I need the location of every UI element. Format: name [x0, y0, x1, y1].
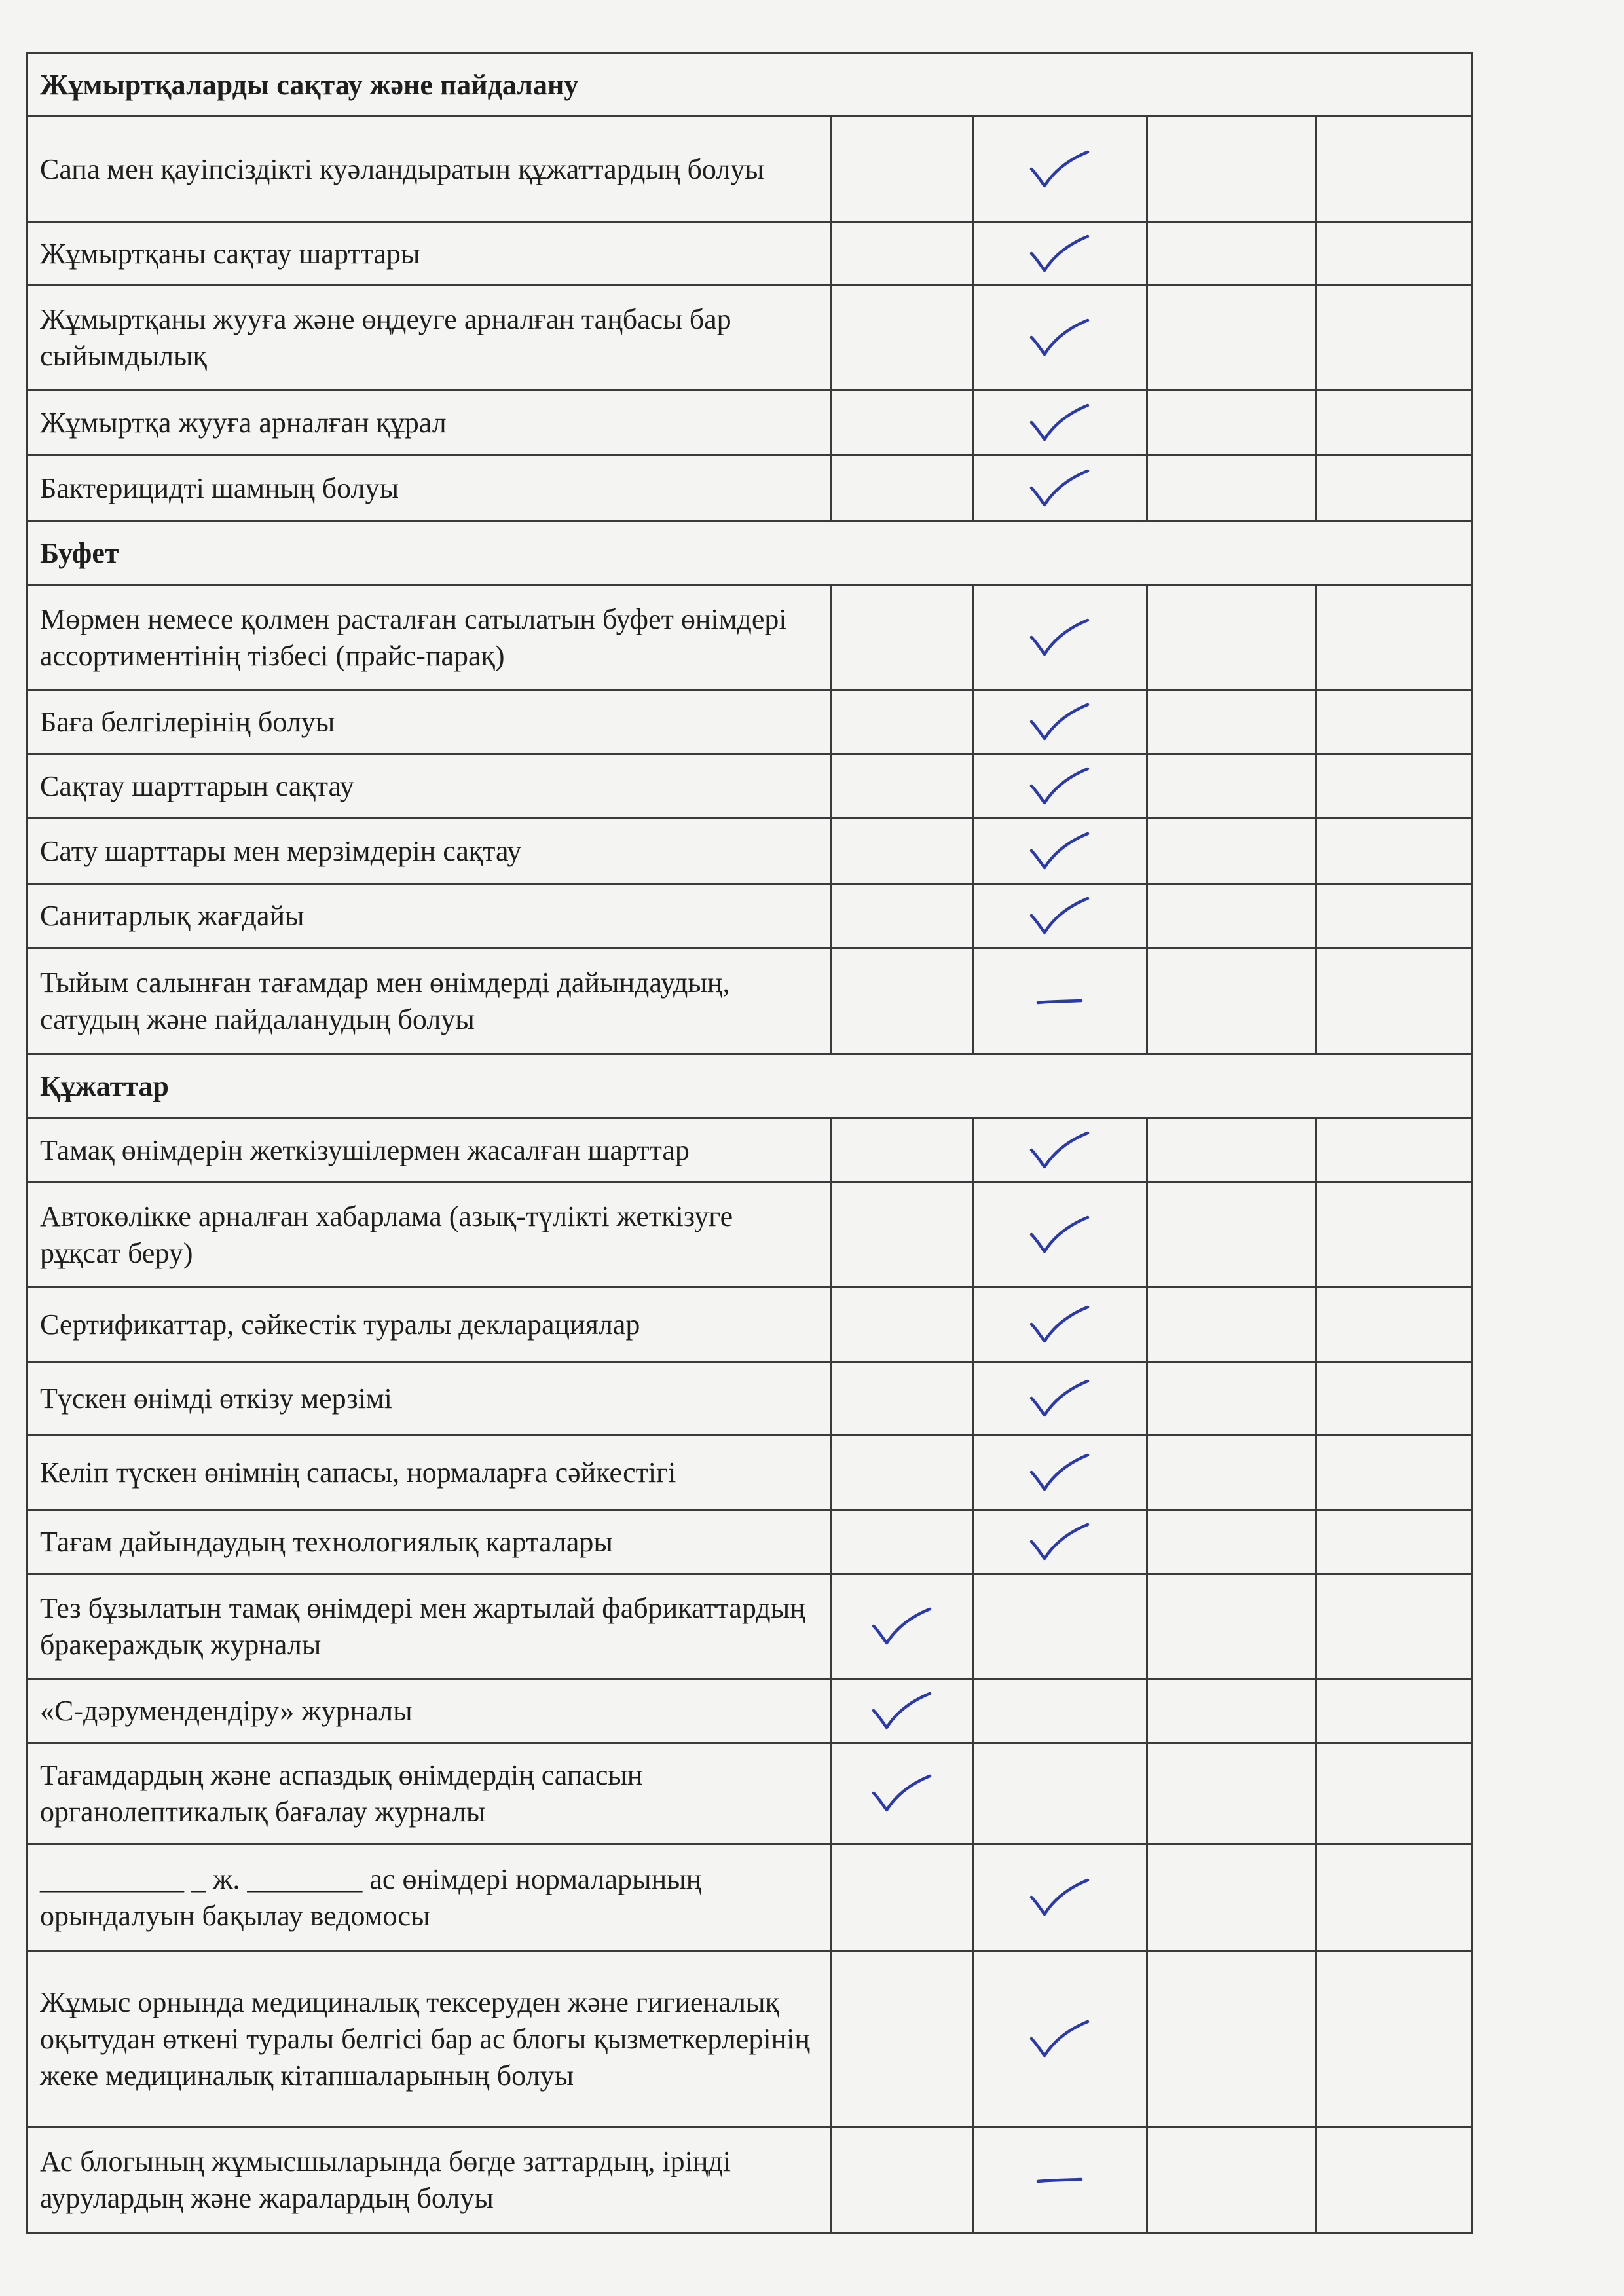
check-mark-icon	[1027, 2018, 1093, 2061]
mark-cell-2	[973, 456, 1147, 521]
mark-cell-2	[973, 819, 1147, 884]
mark-cell-3	[1147, 456, 1316, 521]
mark-cell-3	[1147, 390, 1316, 456]
checklist-item-text: Тыйым салынған тағамдар мен өнімдерді дайындаудың, сатудың және пайдаланудың болуы	[28, 948, 832, 1054]
checklist-item-text: Тағам дайындаудың технологиялық карталары	[28, 1510, 832, 1574]
checklist-row	[28, 2127, 1472, 2233]
mark-cell-4	[1316, 1119, 1472, 1183]
mark-cell-1	[832, 1574, 973, 1679]
check-mark-icon	[1027, 316, 1093, 360]
mark-cell-1	[832, 948, 973, 1054]
mark-cell-4	[1316, 286, 1472, 390]
check-stroke	[1031, 898, 1088, 933]
mark-cell-4	[1316, 1743, 1472, 1844]
mark-cell-4	[1316, 1183, 1472, 1287]
checklist-row	[28, 1119, 1472, 1183]
checklist-row	[28, 1743, 1472, 1844]
mark-cell-1	[832, 1287, 973, 1362]
checklist-row	[28, 585, 1472, 690]
mark-cell-2	[973, 690, 1147, 754]
check-stroke	[1031, 236, 1088, 270]
mark-cell-1	[832, 1435, 973, 1510]
mark-cell-2	[973, 223, 1147, 286]
checklist-item-text: Келіп түскен өнімнің сапасы, нормаларға сәйкестігі	[28, 1435, 832, 1510]
check-mark-icon	[1027, 1303, 1093, 1346]
checklist-item-text: Жұмыртқаны жууға және өңдеуге арналған таңбасы бар сыйымдылық	[28, 286, 832, 390]
check-stroke	[1031, 1307, 1088, 1341]
check-stroke	[1031, 620, 1088, 654]
checklist-row	[28, 1510, 1472, 1574]
checklist-row	[28, 223, 1472, 286]
mark-cell-2	[973, 754, 1147, 819]
check-stroke	[1031, 834, 1088, 868]
checklist-row	[28, 456, 1472, 521]
check-stroke	[1031, 405, 1088, 439]
mark-cell-3	[1147, 1952, 1316, 2127]
check-mark-icon	[1027, 1876, 1093, 1919]
checklist-row	[28, 948, 1472, 1054]
check-mark-icon	[1027, 830, 1093, 873]
check-stroke	[1031, 320, 1088, 354]
mark-cell-2	[973, 1287, 1147, 1362]
mark-cell-1	[832, 390, 973, 456]
mark-cell-1	[832, 456, 973, 521]
mark-cell-1	[832, 1362, 973, 1435]
mark-cell-1	[832, 1510, 973, 1574]
dash-mark-icon	[1033, 2167, 1088, 2193]
mark-cell-2	[973, 1119, 1147, 1183]
mark-cell-3	[1147, 2127, 1316, 2233]
mark-cell-1	[832, 1679, 973, 1743]
checklist-body	[28, 54, 1472, 2233]
section-title: Құжаттар	[28, 1054, 1472, 1119]
mark-cell-3	[1147, 223, 1316, 286]
check-stroke	[874, 1694, 930, 1728]
check-mark-icon	[1027, 1521, 1093, 1564]
mark-cell-1	[832, 585, 973, 690]
mark-cell-1	[832, 819, 973, 884]
checklist-item-text: Жұмыртқаны сақтау шарттары	[28, 223, 832, 286]
check-stroke	[1031, 152, 1088, 186]
mark-cell-2	[973, 1574, 1147, 1679]
section-header-row	[28, 54, 1472, 117]
dash-stroke	[1038, 2179, 1081, 2181]
checklist-row	[28, 754, 1472, 819]
checklist-row	[28, 1183, 1472, 1287]
mark-cell-2	[973, 1952, 1147, 2127]
mark-cell-3	[1147, 585, 1316, 690]
check-stroke	[1031, 1880, 1088, 1914]
mark-cell-2	[973, 286, 1147, 390]
check-stroke	[1031, 1217, 1088, 1251]
mark-cell-1	[832, 1952, 973, 2127]
checklist-row	[28, 819, 1472, 884]
mark-cell-1	[832, 884, 973, 948]
check-stroke	[874, 1776, 930, 1810]
mark-cell-4	[1316, 585, 1472, 690]
checklist-item-text: Жұмыртқа жууға арналған құрал	[28, 390, 832, 456]
mark-cell-2	[973, 1844, 1147, 1952]
checklist-item-text: Баға белгілерінің болуы	[28, 690, 832, 754]
checklist-row	[28, 1287, 1472, 1362]
check-stroke	[1031, 2022, 1088, 2056]
mark-cell-4	[1316, 2127, 1472, 2233]
mark-cell-3	[1147, 1183, 1316, 1287]
mark-cell-2	[973, 390, 1147, 456]
checklist-item-text: Автокөлікке арналған хабарлама (азық-түлікті жеткізуге рұқсат беру)	[28, 1183, 832, 1287]
section-title: Буфет	[28, 521, 1472, 585]
checklist-item-text: Санитарлық жағдайы	[28, 884, 832, 948]
mark-cell-4	[1316, 754, 1472, 819]
mark-cell-3	[1147, 1844, 1316, 1952]
mark-cell-4	[1316, 1362, 1472, 1435]
check-mark-icon	[1027, 1451, 1093, 1494]
mark-cell-3	[1147, 1574, 1316, 1679]
mark-cell-4	[1316, 1435, 1472, 1510]
mark-cell-4	[1316, 884, 1472, 948]
dash-stroke	[1038, 1001, 1081, 1003]
mark-cell-3	[1147, 754, 1316, 819]
mark-cell-2	[973, 585, 1147, 690]
section-title: Жұмыртқаларды сақтау және пайдалану	[28, 54, 1472, 117]
mark-cell-4	[1316, 1510, 1472, 1574]
mark-cell-1	[832, 1743, 973, 1844]
checklist-item-text: Бактерицидті шамның болуы	[28, 456, 832, 521]
check-mark-icon	[1027, 401, 1093, 445]
mark-cell-2	[973, 1679, 1147, 1743]
mark-cell-3	[1147, 286, 1316, 390]
checklist-item-text: Сақтау шарттарын сақтау	[28, 754, 832, 819]
checklist-row	[28, 286, 1472, 390]
mark-cell-1	[832, 2127, 973, 2233]
checklist-row	[28, 1435, 1472, 1510]
checklist-row	[28, 1574, 1472, 1679]
mark-cell-4	[1316, 1844, 1472, 1952]
check-mark-icon	[870, 1605, 935, 1648]
mark-cell-4	[1316, 1574, 1472, 1679]
check-mark-icon	[870, 1690, 935, 1733]
check-mark-icon	[1027, 232, 1093, 276]
checklist-row	[28, 884, 1472, 948]
check-stroke	[1031, 1381, 1088, 1415]
mark-cell-3	[1147, 690, 1316, 754]
checklist-item-text: Тез бұзылатын тамақ өнімдері мен жартылай фабрикаттардың бракераждық журналы	[28, 1574, 832, 1679]
mark-cell-1	[832, 1183, 973, 1287]
mark-cell-1	[832, 223, 973, 286]
mark-cell-2	[973, 1510, 1147, 1574]
mark-cell-3	[1147, 1119, 1316, 1183]
checklist-item-text: Сапа мен қауіпсіздікті куәландыратын құжаттардың болуы	[28, 117, 832, 223]
checklist-row	[28, 690, 1472, 754]
mark-cell-1	[832, 286, 973, 390]
mark-cell-2	[973, 948, 1147, 1054]
check-mark-icon	[1027, 148, 1093, 191]
checklist-item-text: Мөрмен немесе қолмен расталған сатылатын буфет өнімдері ассортиментінің тізбесі (прайс-парақ)	[28, 585, 832, 690]
mark-cell-1	[832, 1844, 973, 1952]
checklist-item-text: Түскен өнімді өткізу мерзімі	[28, 1362, 832, 1435]
mark-cell-1	[832, 690, 973, 754]
mark-cell-3	[1147, 1510, 1316, 1574]
checklist-row	[28, 1362, 1472, 1435]
checklist-item-text: Тағамдардың және аспаздық өнімдердің сапасын органолептикалық бағалау журналы	[28, 1743, 832, 1844]
mark-cell-4	[1316, 117, 1472, 223]
check-mark-icon	[1027, 895, 1093, 938]
check-stroke	[1031, 1455, 1088, 1489]
checklist-item-text: Ас блогының жұмысшыларында бөгде заттардың, іріңді аурулардың және жаралардың болуы	[28, 2127, 832, 2233]
mark-cell-2	[973, 117, 1147, 223]
mark-cell-3	[1147, 1743, 1316, 1844]
check-mark-icon	[870, 1772, 935, 1815]
check-mark-icon	[1027, 765, 1093, 808]
mark-cell-2	[973, 1362, 1147, 1435]
mark-cell-3	[1147, 117, 1316, 223]
check-mark-icon	[1027, 1213, 1093, 1257]
mark-cell-3	[1147, 819, 1316, 884]
check-mark-icon	[1027, 1377, 1093, 1420]
mark-cell-3	[1147, 1287, 1316, 1362]
checklist-item-text: Сату шарттары мен мерзімдерін сақтау	[28, 819, 832, 884]
mark-cell-4	[1316, 1679, 1472, 1743]
checklist-item-text: Тамақ өнімдерін жеткізушілермен жасалған шарттар	[28, 1119, 832, 1183]
mark-cell-1	[832, 1119, 973, 1183]
check-mark-icon	[1027, 701, 1093, 744]
checklist-item-text: «С-дәрумендендіру» журналы	[28, 1679, 832, 1743]
mark-cell-4	[1316, 819, 1472, 884]
checklist-row	[28, 1952, 1472, 2127]
checklist-row	[28, 1844, 1472, 1952]
check-stroke	[1031, 769, 1088, 803]
mark-cell-2	[973, 884, 1147, 948]
mark-cell-4	[1316, 690, 1472, 754]
mark-cell-4	[1316, 223, 1472, 286]
mark-cell-4	[1316, 1287, 1472, 1362]
mark-cell-3	[1147, 1679, 1316, 1743]
dash-mark-icon	[1033, 988, 1088, 1014]
mark-cell-3	[1147, 1362, 1316, 1435]
mark-cell-2	[973, 1743, 1147, 1844]
mark-cell-3	[1147, 948, 1316, 1054]
mark-cell-1	[832, 117, 973, 223]
check-stroke	[1031, 471, 1088, 505]
inspection-checklist-table	[26, 52, 1473, 2234]
check-stroke	[874, 1609, 930, 1643]
checklist-item-text: Сертификаттар, сәйкестік туралы декларациялар	[28, 1287, 832, 1362]
checklist-item-text: __________ _ ж. ________ ас өнімдері нормаларының орындалуын бақылау ведомосы	[28, 1844, 832, 1952]
check-stroke	[1031, 1133, 1088, 1167]
mark-cell-3	[1147, 1435, 1316, 1510]
mark-cell-2	[973, 1435, 1147, 1510]
mark-cell-1	[832, 754, 973, 819]
mark-cell-4	[1316, 456, 1472, 521]
checklist-item-text: Жұмыс орнында медициналық тексеруден және гигиеналық оқытудан өткені туралы белгісі бар ас блогы қызметкерлерінің жеке медициналық кітапшаларының болуы	[28, 1952, 832, 2127]
check-mark-icon	[1027, 616, 1093, 659]
mark-cell-4	[1316, 390, 1472, 456]
check-mark-icon	[1027, 467, 1093, 510]
check-mark-icon	[1027, 1129, 1093, 1172]
check-stroke	[1031, 705, 1088, 739]
mark-cell-3	[1147, 884, 1316, 948]
section-header-row	[28, 1054, 1472, 1119]
checklist-row	[28, 1679, 1472, 1743]
section-header-row	[28, 521, 1472, 585]
mark-cell-4	[1316, 948, 1472, 1054]
mark-cell-4	[1316, 1952, 1472, 2127]
checklist-row	[28, 117, 1472, 223]
check-stroke	[1031, 1525, 1088, 1559]
checklist-row	[28, 390, 1472, 456]
mark-cell-2	[973, 1183, 1147, 1287]
mark-cell-2	[973, 2127, 1147, 2233]
